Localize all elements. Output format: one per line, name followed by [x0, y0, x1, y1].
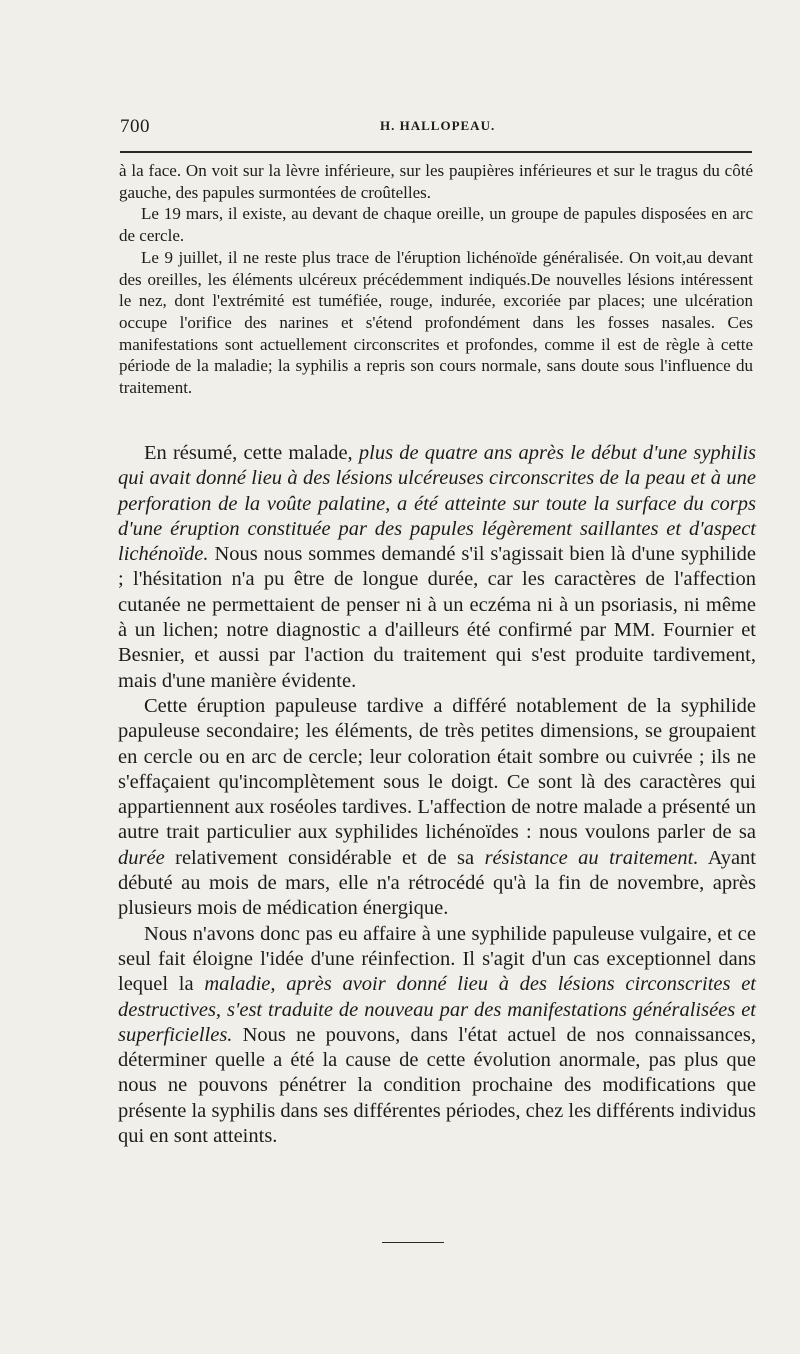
emphasis-text: maladie, après avoir donné lieu à des lésions circonscrites et destructives, s'est traduite de nouveau par des manifestations généralisées et superficielles. [118, 973, 756, 1046]
text-run: Nous nous sommes demandé s'il s'agissait bien là d'une syphilide ; l'hésitation n'a pu être de longue durée, car les caractères de l'affection cutanée ne permettaient de penser ni à un eczéma ni à un psoriasis, ni même à un lichen; notre diagnostic a d'ailleurs été confirmé par MM. Fournier et Besnier, et aussi par l'action du traitement qui s'est produite tardivement, mais d'une manière évidente. [118, 543, 756, 692]
running-head: H. HALLOPEAU. [380, 118, 496, 133]
text-run: En résumé, cette malade, [144, 442, 359, 464]
page-number: 700 [120, 116, 150, 137]
paragraph [118, 694, 756, 922]
header-rule [120, 151, 752, 153]
text-run: relativement considérable et de sa [164, 846, 485, 869]
text-run: Cette éruption papuleuse tardive a différé notablement de la syphilide papuleuse secondaire; les éléments, de très petites dimensions, se groupaient en cercle ou en arc de cercle; leur coloration était sombre ou cuivrée ; ils ne s'effaçaient qu'incomplètement sous le doigt. Ce sont là des caractères qui appartiennent aux roséoles tardives. L'affection de notre malade a présenté un autre trait particulier aux syphilides lichénoïdes : nous voulons parler de sa [118, 694, 756, 844]
summary-text [118, 441, 756, 1149]
emphasis-text: plus de quatre ans après le début d'une syphilis qui avait donné lieu à des lésions ulcéreuses circonscrites de la peau et à une perforation de la voûte palatine, a été atteinte sur toute la surface du corps d'une éruption constituée par des papules légèrement saillantes et d'aspect lichénoïde. [118, 442, 756, 566]
paragraph [118, 441, 756, 694]
paragraph: Le 19 mars, il existe, au devant de chaque oreille, un groupe de papules disposées en arc de cercle. [119, 204, 753, 246]
paragraph: Le 9 juillet, il ne reste plus trace de l'éruption lichénoïde généralisée. On voit,au devant des oreilles, les éléments ulcéreux précédemment indiqués.De nouvelles lésions intéressent le nez, dont l'extrémité est tuméfiée, rouge, indurée, excoriée par places; une ulcération occupe l'orifice des narines et s'étend profondément dans les fosses nasales. Ces manifestations sont actuellement circonscrites et profondes, comme il est de règle à cette période de la maladie; la syphilis a repris son cours normale, sans doute sous l'influence du traitement. [119, 247, 753, 398]
paragraph: à la face. On voit sur la lèvre inférieure, sur les paupières inférieures et sur le tragus du côté gauche, des papules surmontées de croûtelles. [119, 161, 753, 202]
text-run: Nous n'avons donc pas eu affaire à une syphilide papuleuse vulgaire, et ce seul fait éloigne l'idée d'une réinfection. Il s'agit d'un cas exceptionnel dans lequel la [118, 922, 756, 996]
text-run: Ayant débuté au mois de mars, elle n'a rétrocédé qu'à la fin de novembre, après plusieurs mois de médication énergique. [118, 846, 756, 920]
emphasis-text: durée [118, 846, 165, 869]
text-run: Nous ne pouvons, dans l'état actuel de nos connaissances, déterminer quelle a été la cause de cette évolution anormale, pas plus que nous ne pouvons pénétrer la condition prochaine des modifications que présente la syphilis dans ses différentes périodes, chez les différents individus qui en sont atteints. [118, 1023, 756, 1148]
case-notes [119, 160, 753, 399]
page-header [120, 116, 752, 140]
paragraph [118, 922, 756, 1150]
end-rule [382, 1242, 444, 1243]
emphasis-text: résistance au traitement. [484, 846, 699, 869]
